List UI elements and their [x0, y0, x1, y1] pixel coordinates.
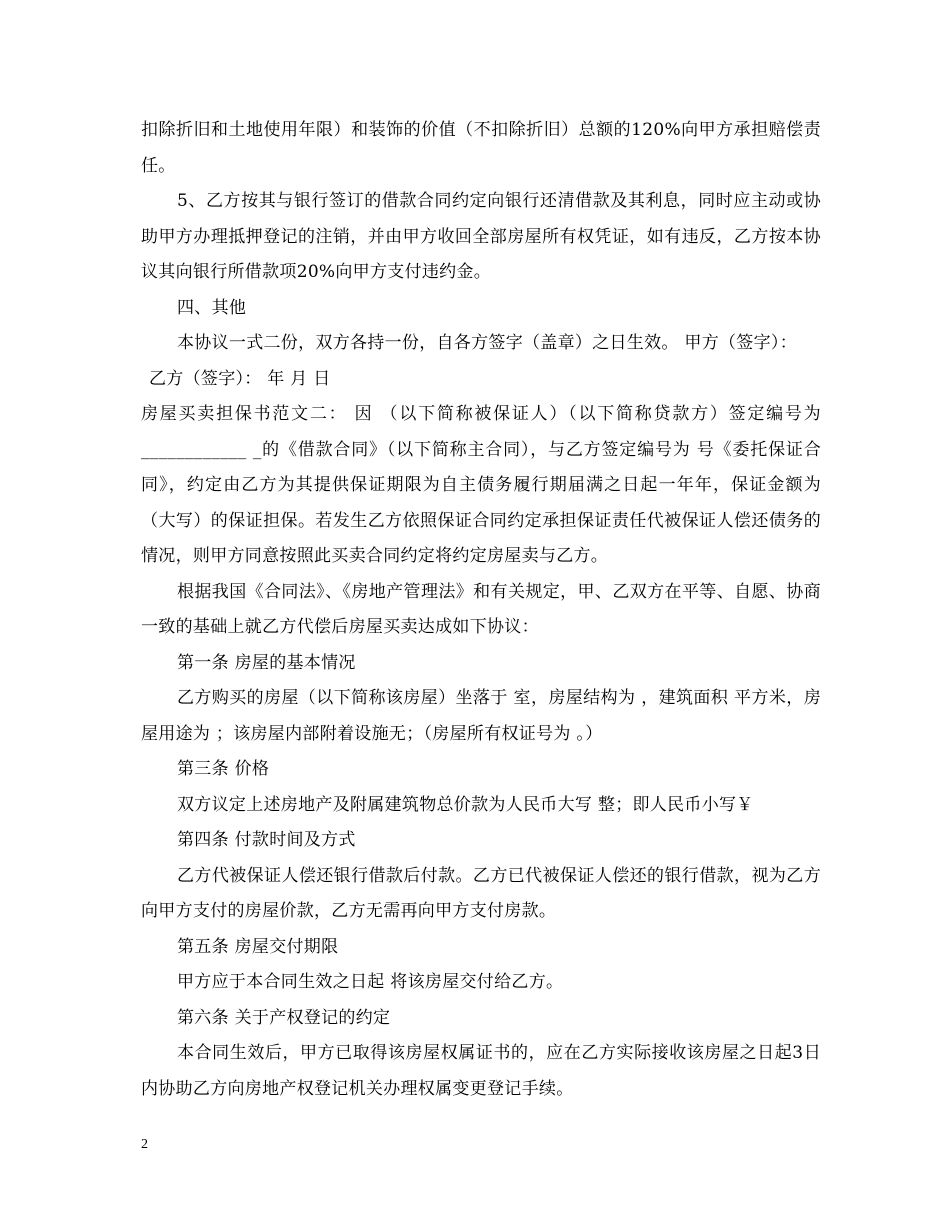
paragraph-clause-5: 5、乙方按其与银行签订的借款合同约定向银行还清借款及其利息，同时应主动或协助甲方办理抵押登记的注销，并由甲方收回全部房屋所有权凭证，如有违反，乙方按本协议其向银行所借款项20%向甲方支付违约金。	[141, 191, 821, 282]
article-heading-6: 第六条 关于产权登记的约定	[177, 1007, 391, 1028]
paragraph-delivery: 甲方应于本合同生效之日起 将该房屋交付给乙方。	[177, 972, 564, 992]
paragraph-price: 双方议定上述房地产及附属建筑物总价款为人民币大写 整；即人民币小写￥	[177, 794, 754, 815]
article-heading-3: 第三条 价格	[177, 759, 270, 779]
paragraph-sample-two-intro: 房屋买卖担保书范文二： 因 （以下简称被保证人）（以下简称贷款方）签定编号为____________ _的《借款合同》（以下简称主合同），与乙方签定编号为 号《委托保证合同》，约定由乙方为其提供保证期限为自主债务履行期届满之日起一年年，保证金额为 （大写）的保证担保。若发生乙方依照保证合同约定承担保证责任代被保证人偿还债务的情况，则甲方同意按照此买卖合同约定将约定房屋卖与乙方。	[141, 404, 821, 566]
article-heading-5: 第五条 房屋交付期限	[177, 936, 339, 957]
paragraph-property-info: 乙方购买的房屋（以下简称该房屋）坐落于 室，房屋结构为 ，建筑面积 平方米，房屋用途为 ；该房屋内部附着设施无；（房屋所有权证号为 。）	[141, 688, 821, 744]
paragraph-compensation-clause: 扣除折旧和土地使用年限）和装饰的价值（不扣除折旧）总额的120%向甲方承担赔偿责任。	[141, 120, 821, 176]
page-number: 2	[141, 1137, 148, 1152]
paragraph-title-registration: 本合同生效后，甲方已取得该房屋权属证书的，应在乙方实际接收该房屋之日起3日内协助乙方向房地产权登记机关办理权属变更登记手续。	[141, 1043, 821, 1099]
signature-line: 乙方（签字）： 年 月 日	[149, 368, 331, 389]
paragraph-effectiveness: 本协议一式二份，双方各持一份，自各方签字（盖章）之日生效。 甲方（签字）：	[177, 333, 798, 353]
article-heading-4: 第四条 付款时间及方式	[177, 830, 356, 850]
article-heading-1: 第一条 房屋的基本情况	[177, 652, 356, 673]
document-body	[141, 113, 821, 1107]
paragraph-payment: 乙方代被保证人偿还银行借款后付款。乙方已代被保证人偿还的银行借款，视为乙方向甲方支付的房屋价款，乙方无需再向甲方支付房款。	[141, 865, 821, 921]
paragraph-legal-basis: 根据我国《合同法》、《房地产管理法》和有关规定，甲、乙双方在平等、自愿、协商一致的基础上就乙方代偿后房屋买卖达成如下协议：	[141, 581, 821, 637]
section-heading-other: 四、其他	[177, 297, 247, 318]
